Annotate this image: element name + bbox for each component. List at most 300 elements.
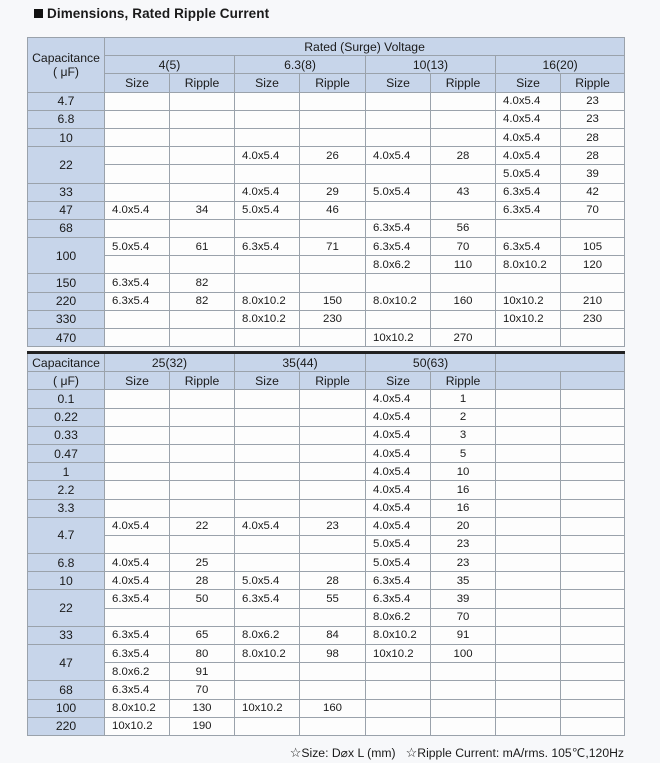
size-cell (235, 499, 300, 517)
ripple-cell: 23 (561, 110, 625, 128)
ripple-cell: 3 (431, 426, 496, 444)
blank-cell (496, 444, 561, 462)
blank-cell (496, 681, 561, 699)
table-row (28, 165, 625, 183)
ripple-cell (170, 128, 235, 146)
size-cell (105, 463, 170, 481)
ripple-cell (300, 663, 366, 681)
blank-cell (561, 554, 625, 572)
size-cell (366, 110, 431, 128)
table-row (28, 463, 625, 481)
size-cell: 6.3x5.4 (105, 681, 170, 699)
table-row (28, 663, 625, 681)
ripple-cell (431, 92, 496, 110)
ripple-cell (300, 110, 366, 128)
capacitance-cell: 22 (28, 590, 105, 626)
ripple-cell (431, 699, 496, 717)
ripple-cell (170, 608, 235, 626)
size-cell: 4.0x5.4 (496, 147, 561, 165)
ripple-cell: 35 (431, 572, 496, 590)
size-cell: 4.0x5.4 (366, 426, 431, 444)
size-cell: 5.0x5.4 (235, 572, 300, 590)
ripple-cell: 71 (300, 238, 366, 256)
ripple-cell (431, 274, 496, 292)
ripple-cell (300, 717, 366, 735)
voltage-header: 10(13) (366, 56, 496, 74)
ripple-cell: 230 (561, 310, 625, 328)
size-cell (105, 608, 170, 626)
footer-note (290, 745, 624, 761)
blank-cell (496, 408, 561, 426)
ripple-cell (431, 165, 496, 183)
ripple-cell: 39 (431, 590, 496, 608)
size-cell (105, 481, 170, 499)
ripple-cell: 84 (300, 626, 366, 644)
ripple-cell: 42 (561, 183, 625, 201)
ripple-cell (300, 463, 366, 481)
size-cell (105, 110, 170, 128)
blank-cell (561, 481, 625, 499)
table-row (28, 92, 625, 110)
size-cell (235, 554, 300, 572)
blank-cell (561, 444, 625, 462)
size-cell: 6.3x5.4 (105, 590, 170, 608)
size-cell: 4.0x5.4 (105, 201, 170, 219)
size-cell: 4.0x5.4 (366, 463, 431, 481)
blank-cell (496, 572, 561, 590)
capacitance-cell: 330 (28, 310, 105, 328)
ripple-cell: 70 (170, 681, 235, 699)
ripple-cell (300, 608, 366, 626)
ripple-cell: 65 (170, 626, 235, 644)
size-cell (235, 408, 300, 426)
size-cell (235, 444, 300, 462)
ripple-cell (431, 681, 496, 699)
ripple-cell (300, 554, 366, 572)
voltage-header: 4(5) (105, 56, 235, 74)
size-cell (366, 128, 431, 146)
size-cell: 8.0x6.2 (235, 626, 300, 644)
size-cell (105, 426, 170, 444)
size-cell (105, 219, 170, 237)
size-cell: 6.3x5.4 (496, 183, 561, 201)
size-cell: 8.0x10.2 (366, 626, 431, 644)
blank-cell (496, 663, 561, 681)
table-row (28, 699, 625, 717)
size-cell: 8.0x10.2 (235, 645, 300, 663)
ripple-cell: 210 (561, 292, 625, 310)
capacitance-cell: 220 (28, 717, 105, 735)
ripple-cell (170, 499, 235, 517)
ripple-cell (300, 426, 366, 444)
ripple-cell: 160 (431, 292, 496, 310)
table-row (28, 110, 625, 128)
ripple-cell (170, 444, 235, 462)
size-cell: 4.0x5.4 (235, 147, 300, 165)
ripple-cell (431, 110, 496, 128)
ripple-col-header: Ripple (170, 372, 235, 390)
blank-cell (496, 699, 561, 717)
size-col-header: Size (366, 372, 431, 390)
table-row (28, 645, 625, 663)
ripple-col-header: Ripple (431, 372, 496, 390)
ripple-cell (431, 201, 496, 219)
ripple-cell: 160 (300, 699, 366, 717)
capacitance-cell: 470 (28, 329, 105, 347)
capacitance-cell: 1 (28, 463, 105, 481)
blank-cell (561, 663, 625, 681)
ripple-cell: 25 (170, 554, 235, 572)
size-cell: 4.0x5.4 (105, 554, 170, 572)
ripple-cell (300, 256, 366, 274)
size-cell: 10x10.2 (235, 699, 300, 717)
size-cell: 6.3x5.4 (496, 238, 561, 256)
ripple-cell (300, 535, 366, 553)
ripple-cell: 130 (170, 699, 235, 717)
size-cell (105, 165, 170, 183)
capacitance-cell: 150 (28, 274, 105, 292)
size-cell (366, 92, 431, 110)
table-row (28, 572, 625, 590)
size-cell: 4.0x5.4 (366, 444, 431, 462)
capacitance-cell: 100 (28, 699, 105, 717)
voltage-header: 6.3(8) (235, 56, 366, 74)
ripple-cell: 23 (431, 535, 496, 553)
ripple-note: Ripple Current: mA/rms. 105℃,120Hz (417, 746, 624, 760)
table-row (28, 274, 625, 292)
table-row (28, 717, 625, 735)
ripple-cell (170, 329, 235, 347)
capacitance-cell: 10 (28, 128, 105, 146)
blank-cell (561, 608, 625, 626)
size-note: Size: D⌀x L (mm) (301, 746, 396, 760)
size-cell: 6.3x5.4 (496, 201, 561, 219)
ripple-cell: 34 (170, 201, 235, 219)
ripple-cell: 43 (431, 183, 496, 201)
ripple-cell: 29 (300, 183, 366, 201)
size-cell: 6.3x5.4 (105, 292, 170, 310)
size-cell: 4.0x5.4 (105, 517, 170, 535)
ripple-cell (431, 310, 496, 328)
ripple-cell (170, 310, 235, 328)
table-row (28, 554, 625, 572)
ripple-cell (300, 165, 366, 183)
title-text: Dimensions, Rated Ripple Current (47, 6, 270, 21)
size-cell: 5.0x5.4 (366, 554, 431, 572)
size-cell: 5.0x5.4 (366, 183, 431, 201)
capacitance-cell: 68 (28, 219, 105, 237)
size-cell: 5.0x5.4 (105, 238, 170, 256)
size-cell: 6.3x5.4 (366, 238, 431, 256)
ripple-cell: 50 (170, 590, 235, 608)
ripple-cell: 105 (561, 238, 625, 256)
size-cell (496, 274, 561, 292)
table-row (28, 183, 625, 201)
ripple-cell: 70 (561, 201, 625, 219)
size-cell: 6.3x5.4 (366, 590, 431, 608)
table-row (28, 201, 625, 219)
ripple-cell: 150 (300, 292, 366, 310)
ripple-cell: 55 (300, 590, 366, 608)
size-cell (105, 390, 170, 408)
ripple-cell: 28 (561, 147, 625, 165)
blank-cell (561, 681, 625, 699)
size-cell: 5.0x5.4 (366, 535, 431, 553)
square-bullet-icon (34, 9, 43, 18)
blank-cell (561, 590, 625, 608)
size-cell: 6.3x5.4 (366, 219, 431, 237)
blank-cell (561, 408, 625, 426)
size-cell (235, 274, 300, 292)
ripple-cell: 82 (170, 292, 235, 310)
size-cell: 8.0x10.2 (235, 292, 300, 310)
blank-cell (496, 463, 561, 481)
size-cell (235, 608, 300, 626)
ripple-cell: 23 (431, 554, 496, 572)
size-cell: 4.0x5.4 (366, 517, 431, 535)
size-cell (235, 426, 300, 444)
ripple-cell (561, 219, 625, 237)
size-col-header: Size (235, 372, 300, 390)
capacitance-cell: 33 (28, 626, 105, 644)
blank-cell (561, 626, 625, 644)
size-cell: 6.3x5.4 (366, 572, 431, 590)
capacitance-cell: 68 (28, 681, 105, 699)
ripple-cell (431, 128, 496, 146)
capacitance-cell: 6.8 (28, 110, 105, 128)
star-icon: ☆ (405, 745, 418, 760)
size-cell (105, 499, 170, 517)
blank-cell (561, 517, 625, 535)
table-row (28, 128, 625, 146)
size-cell: 5.0x5.4 (235, 201, 300, 219)
ripple-cell: 5 (431, 444, 496, 462)
size-col-header: Size (496, 74, 561, 92)
size-cell (366, 274, 431, 292)
table-row (28, 535, 625, 553)
size-cell: 8.0x6.2 (366, 256, 431, 274)
size-cell (235, 128, 300, 146)
size-cell (105, 183, 170, 201)
size-cell (235, 219, 300, 237)
ripple-cell: 70 (431, 238, 496, 256)
size-cell: 4.0x5.4 (496, 128, 561, 146)
star-icon: ☆ (289, 745, 302, 760)
ripple-cell (170, 426, 235, 444)
size-cell: 8.0x6.2 (105, 663, 170, 681)
capacitance-cell: 10 (28, 572, 105, 590)
ripple-cell (170, 408, 235, 426)
ripple-cell (300, 390, 366, 408)
size-cell (235, 92, 300, 110)
blank-cell (496, 608, 561, 626)
table-row (28, 147, 625, 165)
ripple-cell: 23 (561, 92, 625, 110)
size-cell: 4.0x5.4 (235, 517, 300, 535)
ripple-col-header: Ripple (300, 372, 366, 390)
size-cell (235, 256, 300, 274)
lower-ripple-table (27, 351, 625, 736)
blank-cell (561, 390, 625, 408)
size-cell: 4.0x5.4 (235, 183, 300, 201)
ripple-cell: 100 (431, 645, 496, 663)
blank-cell (496, 390, 561, 408)
size-cell (105, 147, 170, 165)
ripple-cell: 56 (431, 219, 496, 237)
size-cell: 8.0x10.2 (105, 699, 170, 717)
capacitance-cell: 47 (28, 645, 105, 681)
size-cell: 8.0x6.2 (366, 608, 431, 626)
ripple-cell (431, 717, 496, 735)
capacitance-cell: 22 (28, 147, 105, 183)
blank-cell (496, 535, 561, 553)
table-row (28, 219, 625, 237)
size-cell: 4.0x5.4 (496, 92, 561, 110)
table-row (28, 408, 625, 426)
ripple-cell (170, 219, 235, 237)
table-row (28, 517, 625, 535)
blank-cell (561, 645, 625, 663)
ripple-cell: 110 (431, 256, 496, 274)
size-col-header: Size (366, 74, 431, 92)
size-cell (235, 390, 300, 408)
size-cell (105, 408, 170, 426)
table-row (28, 481, 625, 499)
size-cell: 6.3x5.4 (105, 645, 170, 663)
ripple-cell (300, 329, 366, 347)
size-cell: 4.0x5.4 (366, 499, 431, 517)
ripple-col-header: Ripple (170, 74, 235, 92)
blank-cell (561, 426, 625, 444)
ripple-col-header: Ripple (300, 74, 366, 92)
ripple-cell (170, 256, 235, 274)
table-row (28, 292, 625, 310)
ripple-cell: 230 (300, 310, 366, 328)
ripple-col-header: Ripple (561, 74, 625, 92)
capacitance-header: Capacitance (28, 353, 105, 372)
size-cell: 6.3x5.4 (105, 274, 170, 292)
blank-col-header (561, 372, 625, 390)
size-cell: 4.0x5.4 (366, 147, 431, 165)
page-title (34, 6, 269, 21)
blank-cell (496, 717, 561, 735)
size-cell: 6.3x5.4 (105, 626, 170, 644)
table-row (28, 499, 625, 517)
size-cell (235, 717, 300, 735)
table-row (28, 444, 625, 462)
blank-cell (496, 554, 561, 572)
blank-cell (496, 481, 561, 499)
size-cell (235, 535, 300, 553)
capacitance-cell: 0.33 (28, 426, 105, 444)
blank-cell (561, 699, 625, 717)
size-cell (105, 92, 170, 110)
ripple-cell: 28 (170, 572, 235, 590)
voltage-header: 16(20) (496, 56, 625, 74)
ripple-cell (300, 219, 366, 237)
ripple-cell: 1 (431, 390, 496, 408)
table-row (28, 256, 625, 274)
size-cell (105, 128, 170, 146)
capacitance-unit-label: ( μF) (53, 64, 79, 79)
ripple-cell: 23 (300, 517, 366, 535)
ripple-cell: 28 (431, 147, 496, 165)
blank-cell (561, 717, 625, 735)
size-cell: 6.3x5.4 (235, 590, 300, 608)
size-cell: 4.0x5.4 (366, 408, 431, 426)
size-cell: 8.0x10.2 (496, 256, 561, 274)
blank-col-header (496, 372, 561, 390)
size-cell (496, 329, 561, 347)
voltage-header: 35(44) (235, 353, 366, 372)
ripple-cell: 91 (431, 626, 496, 644)
ripple-cell (300, 92, 366, 110)
table-row (28, 681, 625, 699)
ripple-cell: 2 (431, 408, 496, 426)
blank-cell (496, 626, 561, 644)
size-cell (366, 201, 431, 219)
size-cell (235, 481, 300, 499)
capacitance-cell: 100 (28, 238, 105, 274)
capacitance-cell: 0.1 (28, 390, 105, 408)
ripple-cell (170, 110, 235, 128)
ripple-cell (300, 408, 366, 426)
ripple-cell: 10 (431, 463, 496, 481)
voltage-header: 25(32) (105, 353, 235, 372)
blank-cell (561, 463, 625, 481)
blank-cell (496, 590, 561, 608)
capacitance-cell: 3.3 (28, 499, 105, 517)
table-row (28, 626, 625, 644)
table-row (28, 608, 625, 626)
capacitance-cell: 33 (28, 183, 105, 201)
size-cell (366, 681, 431, 699)
size-cell: 10x10.2 (366, 329, 431, 347)
rated-voltage-header: Rated (Surge) Voltage (105, 38, 625, 56)
ripple-cell (300, 481, 366, 499)
blank-cell (496, 426, 561, 444)
capacitance-cell: 220 (28, 292, 105, 310)
size-cell: 10x10.2 (366, 645, 431, 663)
blank-cell (561, 535, 625, 553)
blank-cell (496, 499, 561, 517)
size-cell (496, 219, 561, 237)
size-cell: 4.0x5.4 (105, 572, 170, 590)
ripple-col-header: Ripple (431, 74, 496, 92)
ripple-cell (300, 681, 366, 699)
ripple-cell: 16 (431, 499, 496, 517)
size-cell: 8.0x10.2 (366, 292, 431, 310)
voltage-header-blank (496, 353, 625, 372)
table-row (28, 426, 625, 444)
ripple-cell: 98 (300, 645, 366, 663)
capacitance-cell: 2.2 (28, 481, 105, 499)
ripple-cell (170, 481, 235, 499)
ripple-cell: 26 (300, 147, 366, 165)
ripple-cell: 80 (170, 645, 235, 663)
size-cell (105, 256, 170, 274)
capacitance-cell: 6.8 (28, 554, 105, 572)
ripple-cell: 39 (561, 165, 625, 183)
ripple-cell (431, 663, 496, 681)
ripple-cell: 28 (300, 572, 366, 590)
ripple-cell: 70 (431, 608, 496, 626)
ripple-cell: 120 (561, 256, 625, 274)
size-cell (235, 329, 300, 347)
blank-cell (496, 517, 561, 535)
size-cell: 4.0x5.4 (496, 110, 561, 128)
blank-cell (561, 499, 625, 517)
